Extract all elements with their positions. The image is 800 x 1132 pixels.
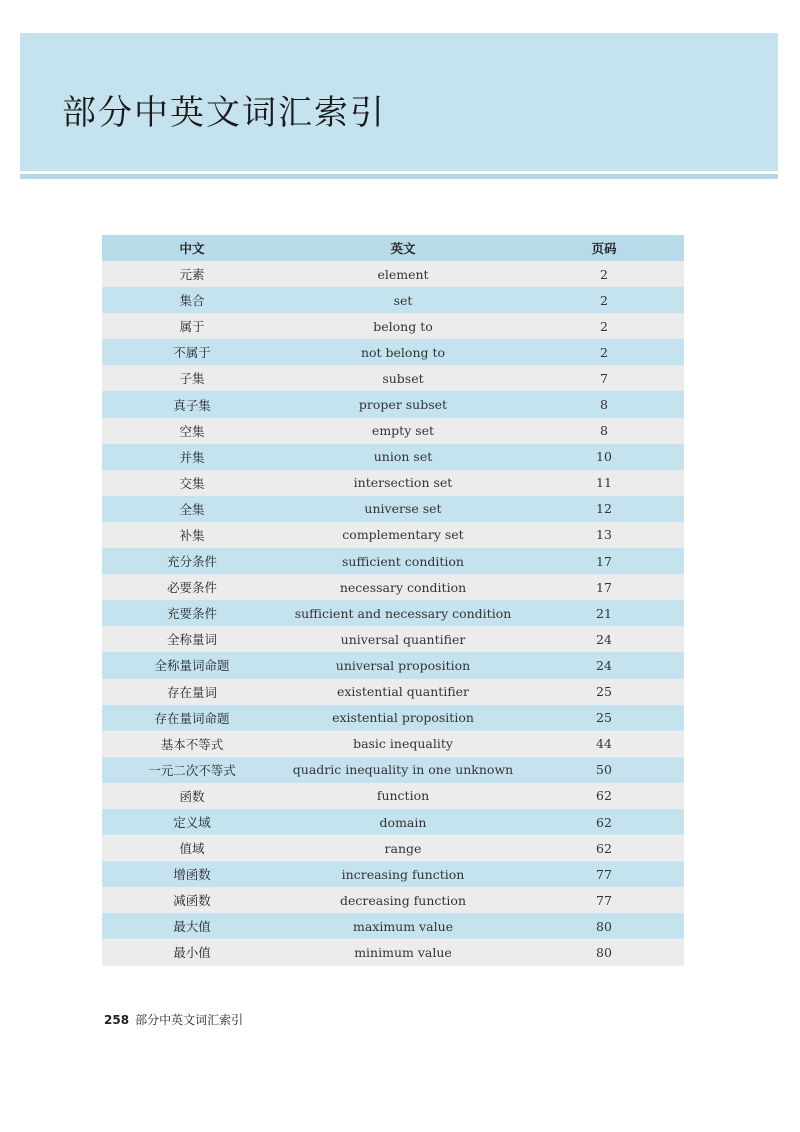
table-row	[102, 626, 684, 652]
header-divider	[20, 174, 778, 179]
cell-chinese-term: 函数	[102, 783, 282, 809]
table-header-row	[102, 235, 684, 261]
cell-chinese-term: 全称量词命题	[102, 652, 282, 678]
table-row	[102, 418, 684, 444]
cell-page-number: 12	[524, 496, 684, 522]
cell-page-number: 50	[524, 757, 684, 783]
cell-chinese-term: 存在量词命题	[102, 705, 282, 731]
cell-chinese-term: 并集	[102, 444, 282, 470]
cell-chinese-term: 定义域	[102, 809, 282, 835]
table-row	[102, 652, 684, 678]
table-row	[102, 365, 684, 391]
cell-english-term: set	[282, 287, 524, 313]
cell-chinese-term: 存在量词	[102, 679, 282, 705]
cell-chinese-term: 子集	[102, 365, 282, 391]
cell-chinese-term: 不属于	[102, 339, 282, 365]
table-row	[102, 679, 684, 705]
cell-page-number: 8	[524, 418, 684, 444]
cell-page-number: 2	[524, 313, 684, 339]
cell-english-term: increasing function	[282, 861, 524, 887]
cell-chinese-term: 基本不等式	[102, 731, 282, 757]
table-row	[102, 470, 684, 496]
cell-page-number: 17	[524, 548, 684, 574]
cell-page-number: 13	[524, 522, 684, 548]
table-row	[102, 887, 684, 913]
vocabulary-index-table	[102, 235, 684, 966]
table-row	[102, 783, 684, 809]
cell-page-number: 17	[524, 574, 684, 600]
cell-english-term: function	[282, 783, 524, 809]
cell-page-number: 80	[524, 913, 684, 939]
cell-english-term: universe set	[282, 496, 524, 522]
column-header-page: 页码	[524, 235, 684, 261]
cell-english-term: subset	[282, 365, 524, 391]
cell-page-number: 62	[524, 783, 684, 809]
table-row	[102, 261, 684, 287]
cell-chinese-term: 最大值	[102, 913, 282, 939]
cell-page-number: 7	[524, 365, 684, 391]
table-row	[102, 913, 684, 939]
table-row	[102, 444, 684, 470]
page-footer	[104, 1011, 243, 1028]
cell-english-term: basic inequality	[282, 731, 524, 757]
cell-chinese-term: 减函数	[102, 887, 282, 913]
cell-english-term: empty set	[282, 418, 524, 444]
cell-english-term: sufficient condition	[282, 548, 524, 574]
cell-english-term: maximum value	[282, 913, 524, 939]
table-row	[102, 835, 684, 861]
cell-chinese-term: 充要条件	[102, 600, 282, 626]
cell-chinese-term: 属于	[102, 313, 282, 339]
cell-page-number: 62	[524, 809, 684, 835]
cell-english-term: not belong to	[282, 339, 524, 365]
column-header-chinese: 中文	[102, 235, 282, 261]
table-row	[102, 496, 684, 522]
table-row	[102, 522, 684, 548]
table-row	[102, 548, 684, 574]
table-row	[102, 731, 684, 757]
table-row	[102, 313, 684, 339]
column-header-english: 英文	[282, 235, 524, 261]
cell-chinese-term: 补集	[102, 522, 282, 548]
cell-page-number: 25	[524, 679, 684, 705]
table-row	[102, 705, 684, 731]
cell-chinese-term: 全称量词	[102, 626, 282, 652]
cell-english-term: union set	[282, 444, 524, 470]
cell-page-number: 80	[524, 939, 684, 965]
cell-page-number: 24	[524, 652, 684, 678]
cell-page-number: 25	[524, 705, 684, 731]
table-row	[102, 339, 684, 365]
cell-page-number: 77	[524, 861, 684, 887]
cell-page-number: 8	[524, 391, 684, 417]
cell-english-term: existential proposition	[282, 705, 524, 731]
page-number: 258	[104, 1013, 130, 1027]
cell-english-term: necessary condition	[282, 574, 524, 600]
cell-english-term: universal quantifier	[282, 626, 524, 652]
cell-chinese-term: 全集	[102, 496, 282, 522]
cell-english-term: sufficient and necessary condition	[282, 600, 524, 626]
cell-page-number: 2	[524, 261, 684, 287]
cell-page-number: 2	[524, 339, 684, 365]
cell-english-term: belong to	[282, 313, 524, 339]
cell-english-term: complementary set	[282, 522, 524, 548]
cell-page-number: 44	[524, 731, 684, 757]
cell-chinese-term: 最小值	[102, 939, 282, 965]
cell-english-term: universal proposition	[282, 652, 524, 678]
cell-chinese-term: 值域	[102, 835, 282, 861]
cell-english-term: existential quantifier	[282, 679, 524, 705]
cell-chinese-term: 集合	[102, 287, 282, 313]
cell-english-term: intersection set	[282, 470, 524, 496]
cell-english-term: minimum value	[282, 939, 524, 965]
cell-chinese-term: 充分条件	[102, 548, 282, 574]
table-row	[102, 809, 684, 835]
table-row	[102, 861, 684, 887]
cell-english-term: decreasing function	[282, 887, 524, 913]
cell-page-number: 24	[524, 626, 684, 652]
cell-chinese-term: 交集	[102, 470, 282, 496]
cell-chinese-term: 必要条件	[102, 574, 282, 600]
cell-page-number: 62	[524, 835, 684, 861]
cell-english-term: range	[282, 835, 524, 861]
cell-chinese-term: 一元二次不等式	[102, 757, 282, 783]
cell-chinese-term: 真子集	[102, 391, 282, 417]
cell-chinese-term: 元素	[102, 261, 282, 287]
table-row	[102, 757, 684, 783]
cell-page-number: 77	[524, 887, 684, 913]
footer-title: 部分中英文词汇索引	[135, 1013, 244, 1027]
cell-page-number: 21	[524, 600, 684, 626]
cell-chinese-term: 空集	[102, 418, 282, 444]
cell-english-term: element	[282, 261, 524, 287]
cell-english-term: domain	[282, 809, 524, 835]
table-body	[102, 261, 684, 966]
table-row	[102, 287, 684, 313]
cell-english-term: quadric inequality in one unknown	[282, 757, 524, 783]
table-row	[102, 600, 684, 626]
table-row	[102, 391, 684, 417]
cell-page-number: 10	[524, 444, 684, 470]
cell-chinese-term: 增函数	[102, 861, 282, 887]
table-row	[102, 939, 684, 965]
cell-page-number: 11	[524, 470, 684, 496]
cell-page-number: 2	[524, 287, 684, 313]
page-title: 部分中英文词汇索引	[62, 93, 386, 133]
cell-english-term: proper subset	[282, 391, 524, 417]
table-row	[102, 574, 684, 600]
